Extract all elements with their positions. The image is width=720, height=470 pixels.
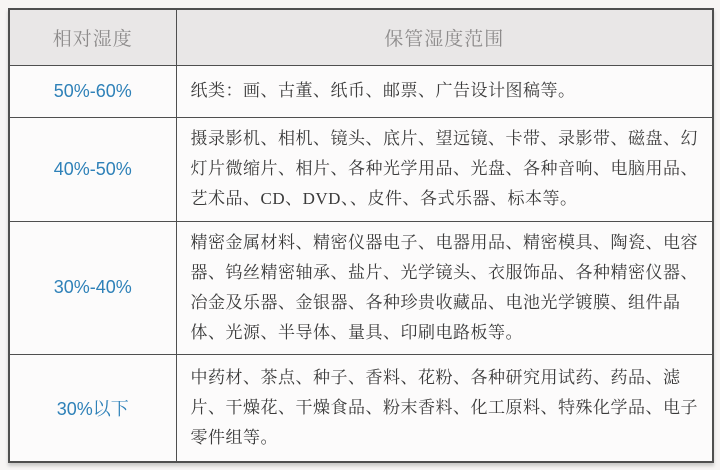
- humidity-value: 30%-40%: [9, 221, 176, 354]
- header-storage-humidity-range: 保管湿度范围: [176, 9, 713, 65]
- humidity-table: [8, 8, 714, 463]
- items-list: 精密金属材料、精密仪器电子、电器用品、精密模具、陶瓷、电容器、钨丝精密轴承、盐片、光学镜头、衣服饰品、各种精密仪器、冶金及乐器、金银器、各种珍贵收藏品、电池光学镀膜、组件晶体、光源、半导体、量具、印刷电路板等。: [176, 221, 713, 354]
- items-list: 中药材、茶点、种子、香料、花粉、各种研究用试药、药品、滤片、干燥花、干燥食品、粉末香料、化工原料、特殊化学品、电子零件组等。: [176, 354, 713, 462]
- table-row: [9, 65, 713, 117]
- table-row: [9, 117, 713, 221]
- table-header-row: [9, 9, 713, 65]
- table-row: [9, 354, 713, 462]
- humidity-value: 30%以下: [9, 354, 176, 462]
- items-list: 纸类：画、古董、纸币、邮票、广告设计图稿等。: [176, 65, 713, 117]
- humidity-value: 50%-60%: [9, 65, 176, 117]
- humidity-value: 40%-50%: [9, 117, 176, 221]
- items-list: 摄录影机、相机、镜头、底片、望远镜、卡带、录影带、磁盘、幻灯片微缩片、相片、各种光学用品、光盘、各种音响、电脑用品、艺术品、CD、DVD、、皮件、各式乐器、标本等。: [176, 117, 713, 221]
- table-row: [9, 221, 713, 354]
- header-relative-humidity: 相对湿度: [9, 9, 176, 65]
